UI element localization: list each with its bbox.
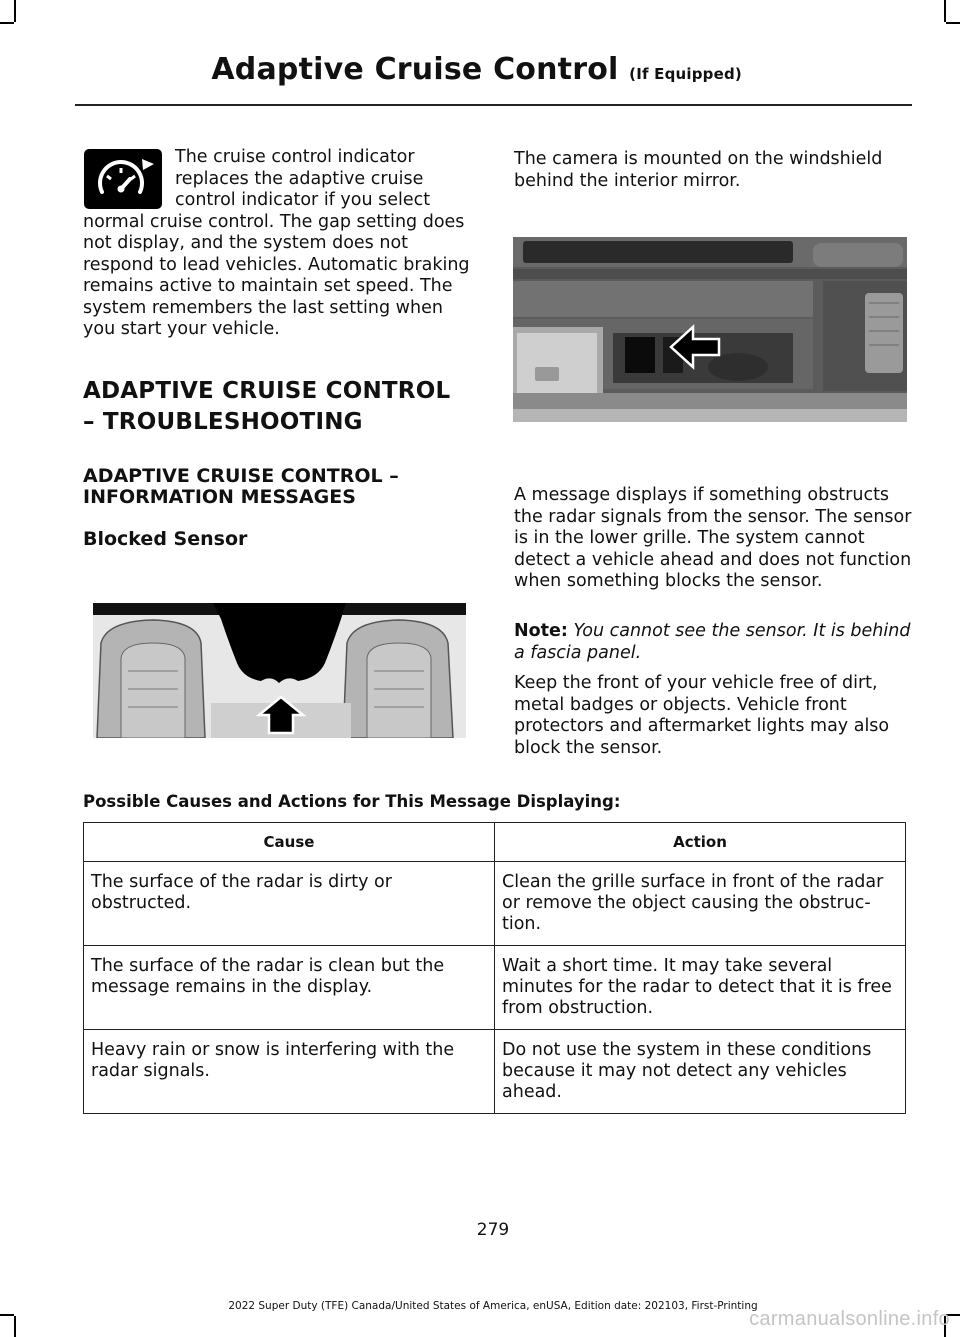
section-heading-line2: – TROUBLESHOOTING xyxy=(83,409,363,435)
page-header-title xyxy=(211,52,742,87)
subsection-heading xyxy=(83,466,483,508)
action-cell: Clean the grille surface in front of the radar or remove the object causing the obstruc-tion. xyxy=(495,862,906,946)
table-row xyxy=(84,862,906,946)
note-text: You cannot see the sensor. It is behind a fascia panel. xyxy=(514,621,911,663)
action-cell: Do not use the system in these conditions because it may not detect any vehicles ahead. xyxy=(495,1030,906,1114)
crop-mark-top-right-horizontal xyxy=(946,22,960,24)
camera-paragraph: The camera is mounted on the windshield behind the interior mirror. xyxy=(514,149,883,191)
grille-sensor-illustration xyxy=(513,237,907,422)
subsection-heading-line2: INFORMATION MESSAGES xyxy=(83,486,356,508)
indicator-paragraph-text: The cruise control indicator replaces the adaptive cruise control indicator if you select normal cruise control. The gap setting does not display, and the system does not respond to lead vehicles. Automatic braking remains active to maintain set speed. The system remembers the last setting when you start your vehicle. xyxy=(83,147,470,339)
crop-mark-top-right-vertical xyxy=(944,0,946,22)
causes-actions-table xyxy=(83,822,906,1114)
crop-mark-bottom-left-vertical xyxy=(14,1316,16,1337)
section-heading-line1: ADAPTIVE CRUISE CONTROL xyxy=(83,378,451,404)
cause-cell: Heavy rain or snow is interfering with the radar signals. xyxy=(84,1030,495,1114)
subsection-heading-line1: ADAPTIVE CRUISE CONTROL – xyxy=(83,465,399,487)
action-column-header: Action xyxy=(495,823,906,862)
icon-wrap-spacer xyxy=(83,147,175,211)
header-divider xyxy=(75,104,912,106)
action-cell: Wait a short time. It may take several minutes for the radar to detect that it is free from obstruction. xyxy=(495,946,906,1030)
indicator-paragraph xyxy=(83,147,478,341)
message-paragraph: A message displays if something obstructs the radar signals from the sensor. The sensor is in the lower grille. The system cannot detect a vehicle ahead and does not function when something blocks the sensor. xyxy=(514,485,912,591)
header-subtitle: (If Equipped) xyxy=(629,65,742,83)
crop-mark-top-left-vertical xyxy=(14,0,16,22)
cause-cell: The surface of the radar is dirty or obstructed. xyxy=(84,862,495,946)
table-row xyxy=(84,1030,906,1114)
keep-front-paragraph: Keep the front of your vehicle free of dirt, metal badges or objects. Vehicle front protectors and aftermarket lights may also block the sensor. xyxy=(514,673,890,758)
section-heading xyxy=(83,376,483,438)
page-number: 279 xyxy=(476,1220,510,1240)
header-title-text: Adaptive Cruise Control xyxy=(211,52,619,87)
watermark: carmanualsonline.info xyxy=(749,1308,950,1330)
note-paragraph xyxy=(514,621,912,664)
interior-cabin-illustration xyxy=(93,603,466,738)
cause-cell: The surface of the radar is clean but the message remains in the display. xyxy=(84,946,495,1030)
crop-mark-bottom-left-horizontal xyxy=(0,1314,14,1316)
table-title: Possible Causes and Actions for This Message Displaying: xyxy=(83,792,621,811)
footer-edition: 2022 Super Duty (TFE) Canada/United States of America, enUSA, Edition date: 202103, First-Printing xyxy=(228,1300,758,1312)
cause-column-header: Cause xyxy=(84,823,495,862)
note-label: Note: xyxy=(514,621,568,641)
table-row xyxy=(84,946,906,1030)
table-header-row xyxy=(84,823,906,862)
message-heading: Blocked Sensor xyxy=(83,528,248,550)
crop-mark-top-left-horizontal xyxy=(0,22,14,24)
